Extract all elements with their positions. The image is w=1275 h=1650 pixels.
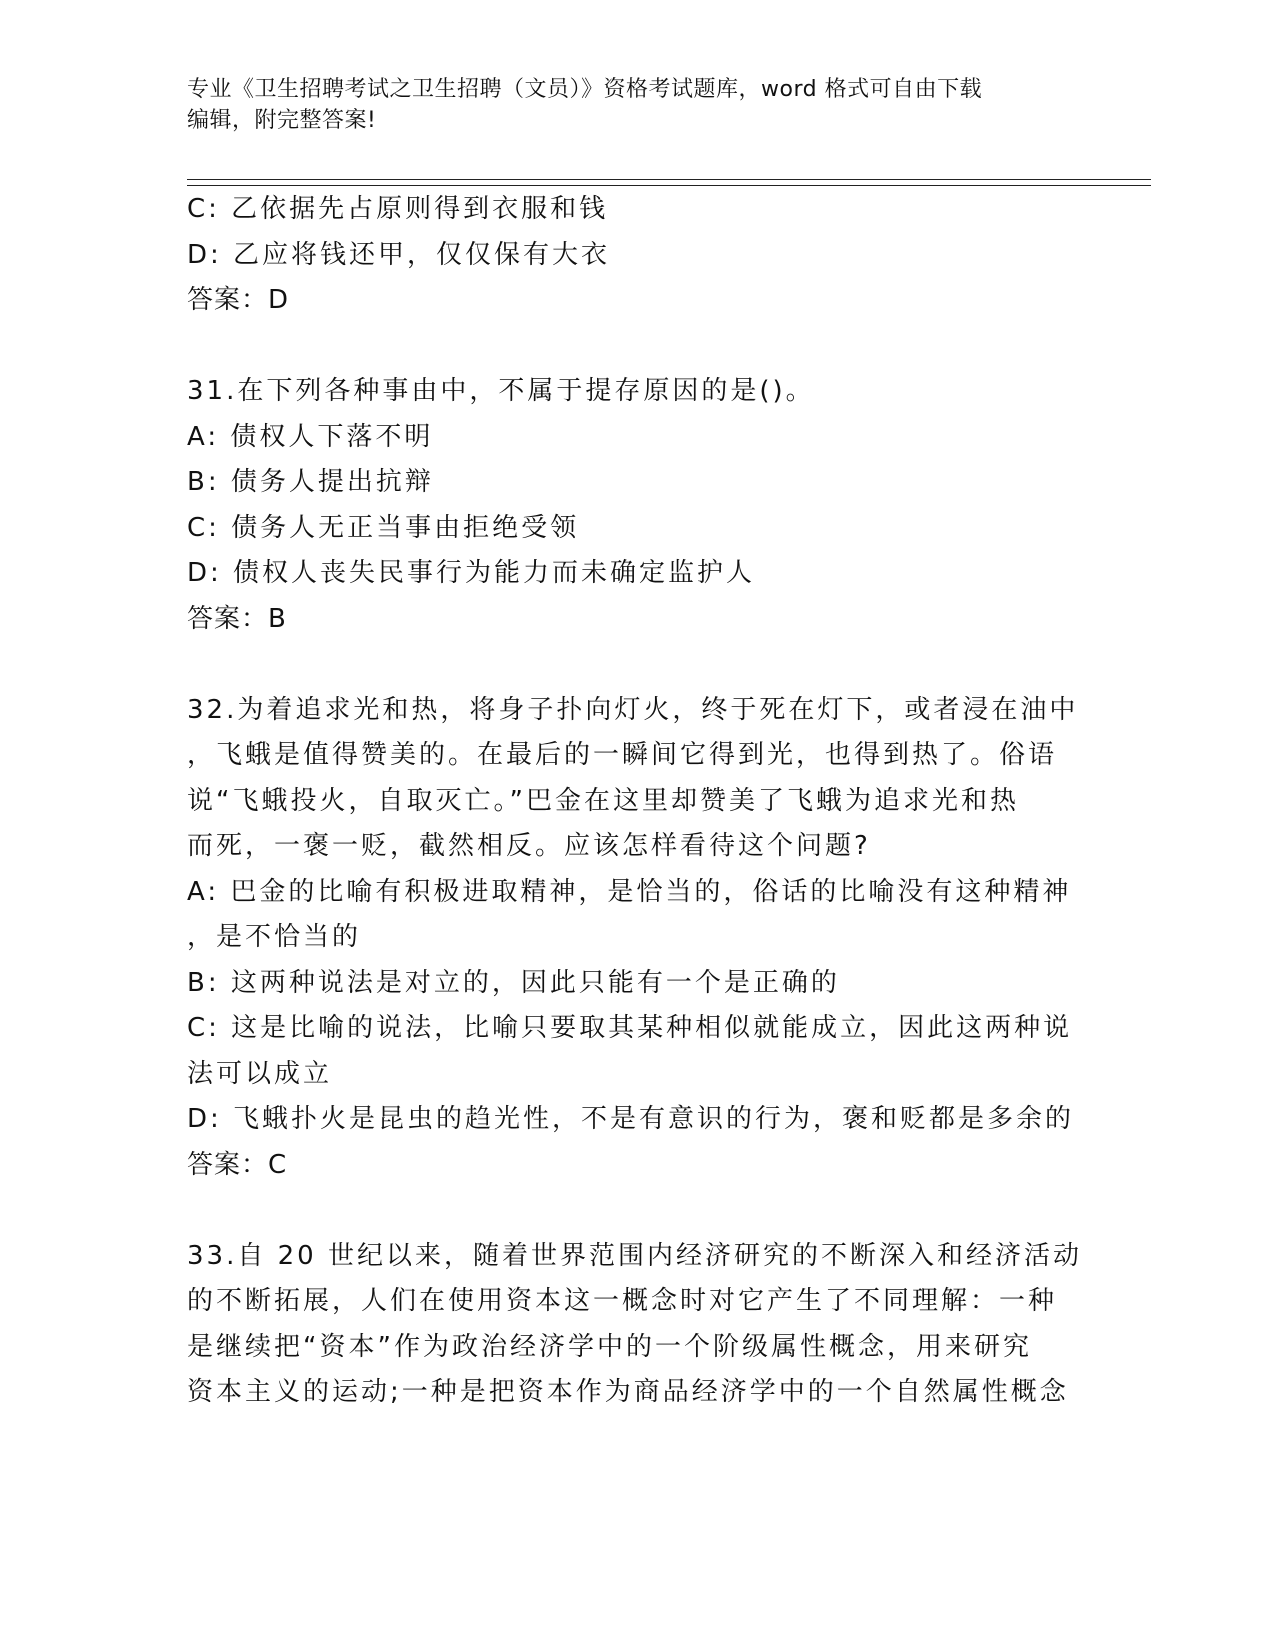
spacer — [187, 642, 1087, 688]
option-a: A: 巴金的比喻有积极进取精神，是恰当的，俗话的比喻没有这种精神 — [187, 876, 1072, 907]
question-text: 31.在下列各种事由中，不属于提存原因的是()。 — [187, 376, 815, 406]
option-d: D: 乙应将钱还甲，仅仅保有大衣 — [187, 239, 611, 270]
option-b: B: 这两种说法是对立的，因此只能有一个是正确的 — [187, 967, 840, 998]
question-text: ，飞蛾是值得赞美的。在最后的一瞬间它得到光，也得到热了。俗语 — [187, 740, 1058, 770]
option-c: C: 乙依据先占原则得到衣服和钱 — [187, 194, 609, 224]
option-a: A: 债权人下落不明 — [187, 421, 434, 452]
option-c: C: 债务人无正当事由拒绝受领 — [187, 512, 580, 543]
answer-line: 答案：D — [187, 285, 290, 315]
header-divider-bottom — [187, 185, 1151, 186]
page-header — [187, 74, 1087, 136]
question-text: 32.为着追求光和热，将身子扑向灯火，终于死在灯下，或者浸在油中 — [187, 694, 1079, 725]
question-text: 的不断拓展，人们在使用资本这一概念时对它产生了不同理解：一种 — [187, 1286, 1058, 1316]
question-text: 说“飞蛾投火，自取灭亡。”巴金在这里却赞美了飞蛾为追求光和热 — [187, 785, 1019, 816]
question-31 — [187, 369, 1087, 642]
header-line-2: 编辑，附完整答案! — [187, 108, 377, 133]
answer-line: 答案：C — [187, 1149, 288, 1180]
option-d: D: 飞蛾扑火是昆虫的趋光性，不是有意识的行为，褒和贬都是多余的 — [187, 1104, 1075, 1134]
question-text: 而死，一褒一贬，截然相反。应该怎样看待这个问题? — [187, 831, 871, 861]
option-a-continued: ，是不恰当的 — [187, 922, 362, 952]
spacer — [187, 324, 1087, 370]
header-line-1: 专业《卫生招聘考试之卫生招聘（文员）》资格考试题库，word 格式可自由下载 — [187, 77, 983, 102]
question-32 — [187, 688, 1087, 1189]
question-text: 资本主义的运动;一种是把资本作为商品经济学中的一个自然属性概念 — [187, 1377, 1069, 1407]
question-text: 是继续把“资本”作为政治经济学中的一个阶级属性概念，用来研究 — [187, 1331, 1032, 1362]
option-b: B: 债务人提出抗辩 — [187, 467, 434, 497]
question-text: 33.自 20 世纪以来，随着世界范围内经济研究的不断深入和经济活动 — [187, 1240, 1082, 1271]
answer-line: 答案：B — [187, 603, 287, 634]
option-c: C: 这是比喻的说法，比喻只要取其某种相似就能成立，因此这两种说 — [187, 1013, 1073, 1043]
document-body — [187, 187, 1087, 1416]
question-33 — [187, 1234, 1087, 1416]
spacer — [187, 1188, 1087, 1234]
header-divider-top — [187, 179, 1151, 180]
option-c-continued: 法可以成立 — [187, 1058, 333, 1089]
option-d: D: 债权人丧失民事行为能力而未确定监护人 — [187, 558, 756, 588]
